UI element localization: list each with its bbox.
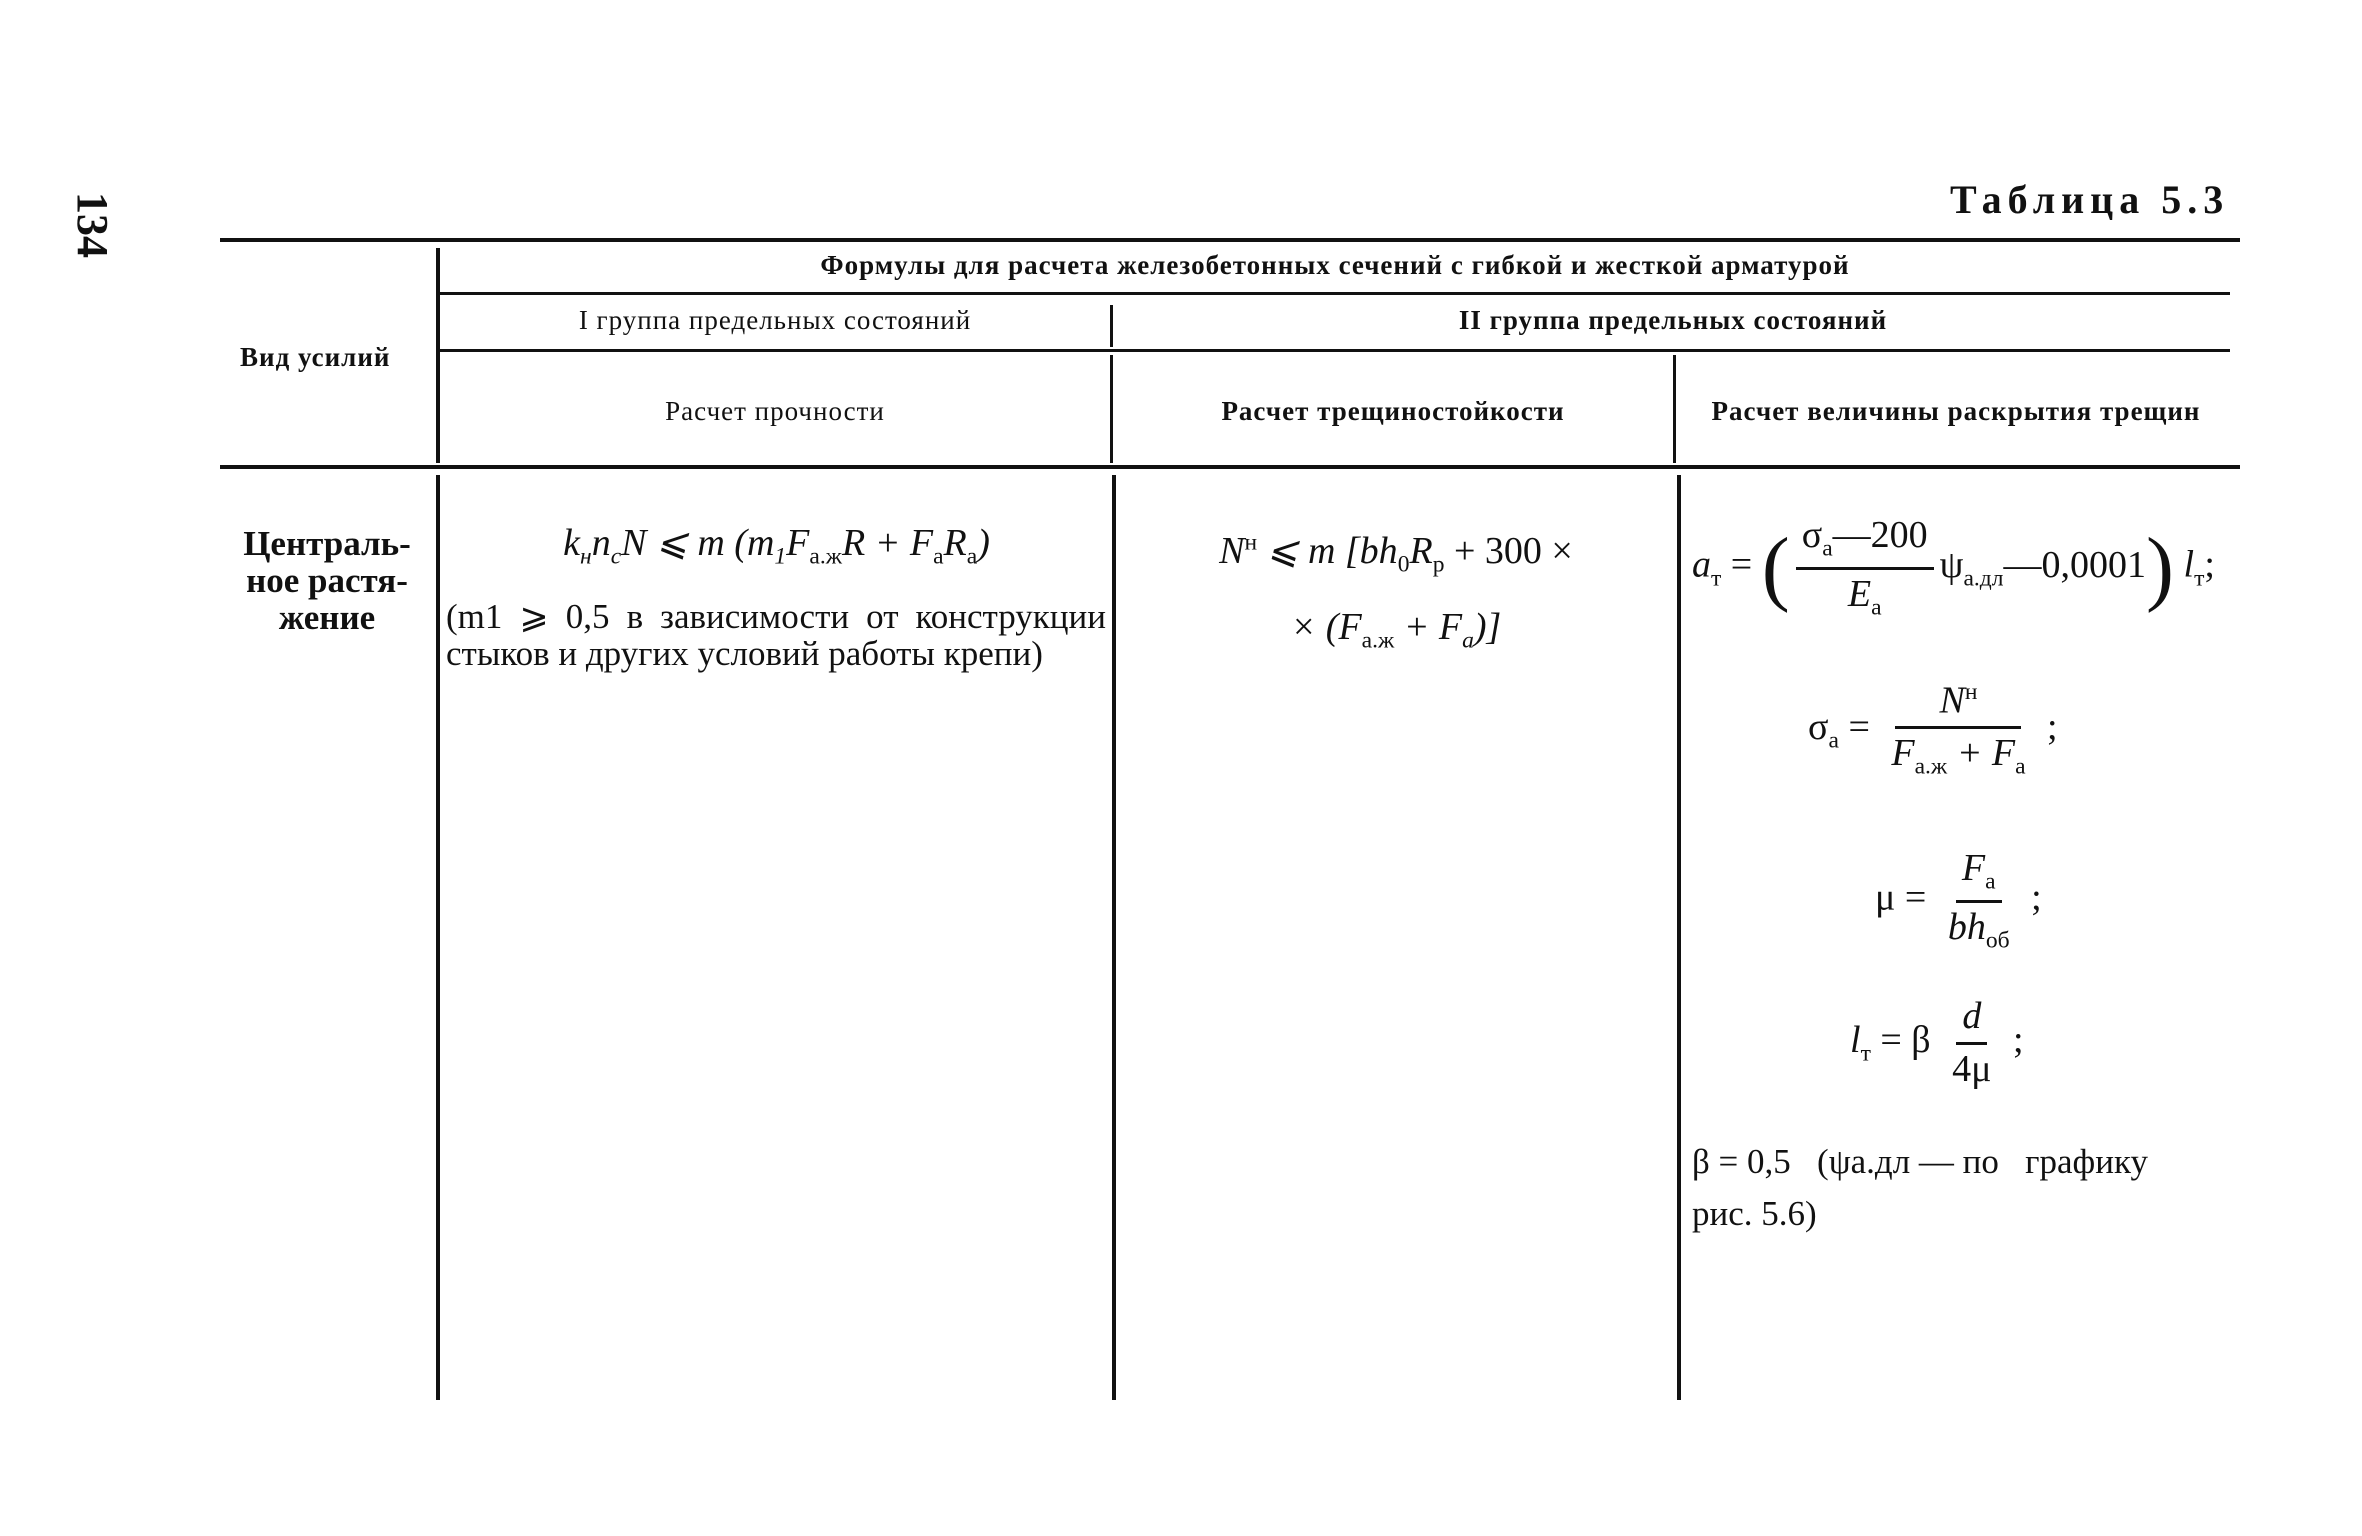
header-group-2: II группа предельных состояний — [1458, 305, 1888, 335]
force-type-cell — [224, 525, 430, 636]
force-type-line-3: жение — [278, 598, 376, 637]
header-group-1: I группа предельных состояний — [578, 305, 972, 335]
opening-formula-at: $a_т$ = ( $\frac{\sigma_a—200}{E_a}$ $\psi_{a.дл}—0,0001$) $l_т$; — [1692, 514, 2215, 621]
header-rule-1 — [440, 292, 2230, 295]
top-rule — [220, 238, 2240, 242]
header-force-type: Вид усилий — [240, 342, 391, 372]
crack-formula-line-1: $N^н$ ⩽ m [$bh_0R_p + 300$ × — [1219, 529, 1573, 578]
strength-formula: $k_нn_cN$ ⩽ m $(m_1F_{a.ж}R + F_aR_a)$ — [563, 522, 990, 570]
opening-note-line-1: β = 0,5 (ψa.дл — по графику — [1692, 1142, 2148, 1181]
header-formulas-title: Формулы для расчета железобетонных сечений с гибкой и жесткой арматурой — [820, 250, 1850, 280]
opening-note-line-2: рис. 5.6) — [1692, 1194, 1817, 1233]
opening-formula-mu: μ = $\frac{F_a}{bh_{об}}$ ; — [1875, 847, 2042, 954]
col-divider-3-body — [1677, 475, 1681, 1400]
opening-formula-sigma: $\sigma_a$ = $\frac{N^н}{F_{a.ж} + F_a}$ ; — [1808, 679, 2058, 781]
header-rule-2 — [440, 349, 2230, 352]
header-bottom-rule — [220, 465, 2240, 469]
table-title: Таблица 5.3 — [1950, 177, 2230, 222]
header-strength: Расчет прочности — [665, 396, 885, 426]
page-number: 134 — [68, 192, 117, 258]
header-crack-resistance: Расчет трещиностойкости — [1221, 396, 1565, 426]
opening-formula-lt: $l_т = \beta$ $\frac{d}{4\mu}$ ; — [1850, 995, 2024, 1090]
crack-formula-line-2: × $(F_{a.ж} + F_a)$] — [1290, 606, 1502, 654]
header-crack-opening: Расчет величины раскрытия трещин — [1711, 396, 2201, 426]
strength-note: (m1 ⩾ 0,5 в зависимости от конструкции стыков и других условий работы крепи) — [446, 597, 1106, 673]
force-type-line-2: ное растя- — [246, 561, 408, 600]
force-type-line-1: Централь- — [243, 524, 411, 563]
col-divider-1-body — [436, 475, 440, 1400]
